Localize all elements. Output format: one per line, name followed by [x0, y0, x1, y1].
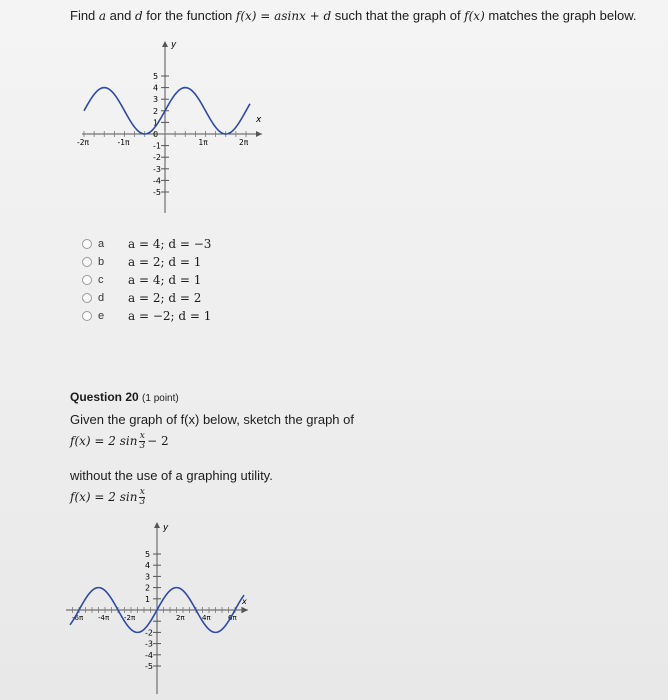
- x-tick-label: -6π: [72, 614, 84, 622]
- q20-graph[interactable]: [62, 518, 262, 698]
- q19-prompt-text: for the function: [142, 8, 236, 23]
- q19-graph-axes: [77, 40, 262, 213]
- option-a-answer: a = 4; d = −3: [128, 237, 212, 251]
- q20-given-function: [70, 488, 147, 507]
- x-tick-label: 4π: [202, 614, 211, 622]
- x-tick-label: 1π: [198, 138, 208, 147]
- option-d-radio[interactable]: [82, 293, 92, 303]
- option-e-letter: e: [98, 310, 105, 322]
- y-axis-label: y: [163, 523, 169, 533]
- x-tick-label: 2π: [176, 614, 185, 622]
- option-d-letter: d: [98, 292, 105, 304]
- x-tick-label: -2π: [124, 614, 136, 622]
- q19-function: f(x) = asinx + d: [235, 9, 332, 23]
- x-axis-arrow-icon: [242, 607, 248, 613]
- x-axis-label: x: [256, 115, 262, 125]
- q20-func2-fraction: [139, 488, 145, 507]
- y-tick-label: -4: [153, 176, 161, 186]
- q20-func1-numerator: x: [139, 431, 145, 441]
- option-d[interactable]: [82, 290, 201, 306]
- q20-header: [70, 390, 179, 404]
- q19-prompt: [70, 8, 637, 23]
- q20-prompt2: without the use of a graphing utility.: [70, 468, 273, 483]
- q20-target-function: [70, 432, 169, 451]
- q19-a-symbol: a: [98, 9, 107, 23]
- q20-func1-lhs: f(x) = 2 sin: [70, 433, 138, 448]
- x-axis-arrow-icon: [256, 131, 262, 137]
- option-e[interactable]: [82, 308, 211, 324]
- q20-graph-axes: [66, 522, 248, 694]
- y-tick-label: 4: [153, 83, 159, 93]
- q19-graph: [70, 35, 270, 220]
- q19-prompt-text: and: [106, 8, 135, 23]
- option-c-radio[interactable]: [82, 275, 92, 285]
- q20-func1-denominator: 3: [139, 441, 146, 451]
- y-tick-label: 5: [145, 550, 151, 559]
- option-d-answer: a = 2; d = 2: [128, 291, 202, 305]
- y-axis-arrow-icon: [162, 41, 168, 47]
- y-tick-label: 2: [153, 106, 159, 116]
- option-c-letter: c: [98, 274, 104, 286]
- option-b-radio[interactable]: [82, 257, 92, 267]
- q19-d-symbol: d: [134, 9, 143, 23]
- q19-prompt-text: matches the graph below.: [484, 8, 637, 23]
- y-tick-label: 2: [145, 583, 151, 593]
- q19-prompt-text: Find: [70, 8, 99, 23]
- x-tick-label: -1π: [117, 138, 130, 147]
- option-a-letter: a: [98, 238, 105, 250]
- y-tick-label: -3: [153, 164, 161, 174]
- q20-func2-lhs: f(x) = 2 sin: [70, 489, 138, 504]
- y-tick-label: -1: [153, 141, 161, 151]
- x-tick-label: -4π: [98, 614, 110, 622]
- y-tick-label: 3: [153, 95, 159, 105]
- y-tick-label: -5: [153, 188, 161, 197]
- y-tick-label: 3: [145, 572, 151, 582]
- option-e-radio[interactable]: [82, 311, 92, 321]
- q19-fx: f(x): [464, 9, 485, 23]
- y-tick-label: -3: [145, 639, 153, 649]
- y-tick-label: 0: [153, 130, 159, 139]
- option-b-letter: b: [98, 256, 105, 268]
- option-b[interactable]: [82, 254, 201, 270]
- q20-prompt: Given the graph of f(x) below, sketch the graph of: [70, 412, 354, 427]
- y-tick-label: 5: [153, 72, 159, 81]
- y-tick-label: 4: [145, 561, 151, 571]
- x-axis-label: x: [242, 597, 247, 606]
- q19-prompt-text: such that the graph of: [331, 8, 465, 23]
- y-tick-label: 1: [153, 118, 159, 128]
- y-tick-label: -2: [145, 628, 153, 638]
- q20-func2-denominator: 3: [139, 497, 146, 507]
- x-tick-label: 6π: [228, 614, 237, 622]
- q20-func1-rhs: − 2: [147, 433, 169, 448]
- option-a[interactable]: [82, 236, 211, 252]
- x-tick-label: -2π: [77, 138, 89, 147]
- option-c-answer: a = 4; d = 1: [128, 273, 202, 287]
- y-axis-arrow-icon: [154, 522, 160, 528]
- q20-points: (1 point): [142, 393, 179, 404]
- option-a-radio[interactable]: [82, 239, 92, 249]
- y-tick-label: 1: [145, 594, 151, 604]
- q20-title: Question 20: [70, 390, 139, 404]
- q20-func1-fraction: [139, 432, 145, 451]
- option-c[interactable]: [82, 272, 201, 288]
- q20-func2-numerator: x: [139, 487, 145, 497]
- option-b-answer: a = 2; d = 1: [128, 255, 202, 269]
- y-axis-label: y: [171, 40, 177, 50]
- option-e-answer: a = −2; d = 1: [128, 309, 212, 323]
- y-tick-label: -5: [145, 662, 153, 671]
- x-tick-label: 2π: [239, 138, 249, 147]
- y-tick-label: -4: [145, 650, 153, 660]
- y-tick-label: -2: [153, 153, 161, 163]
